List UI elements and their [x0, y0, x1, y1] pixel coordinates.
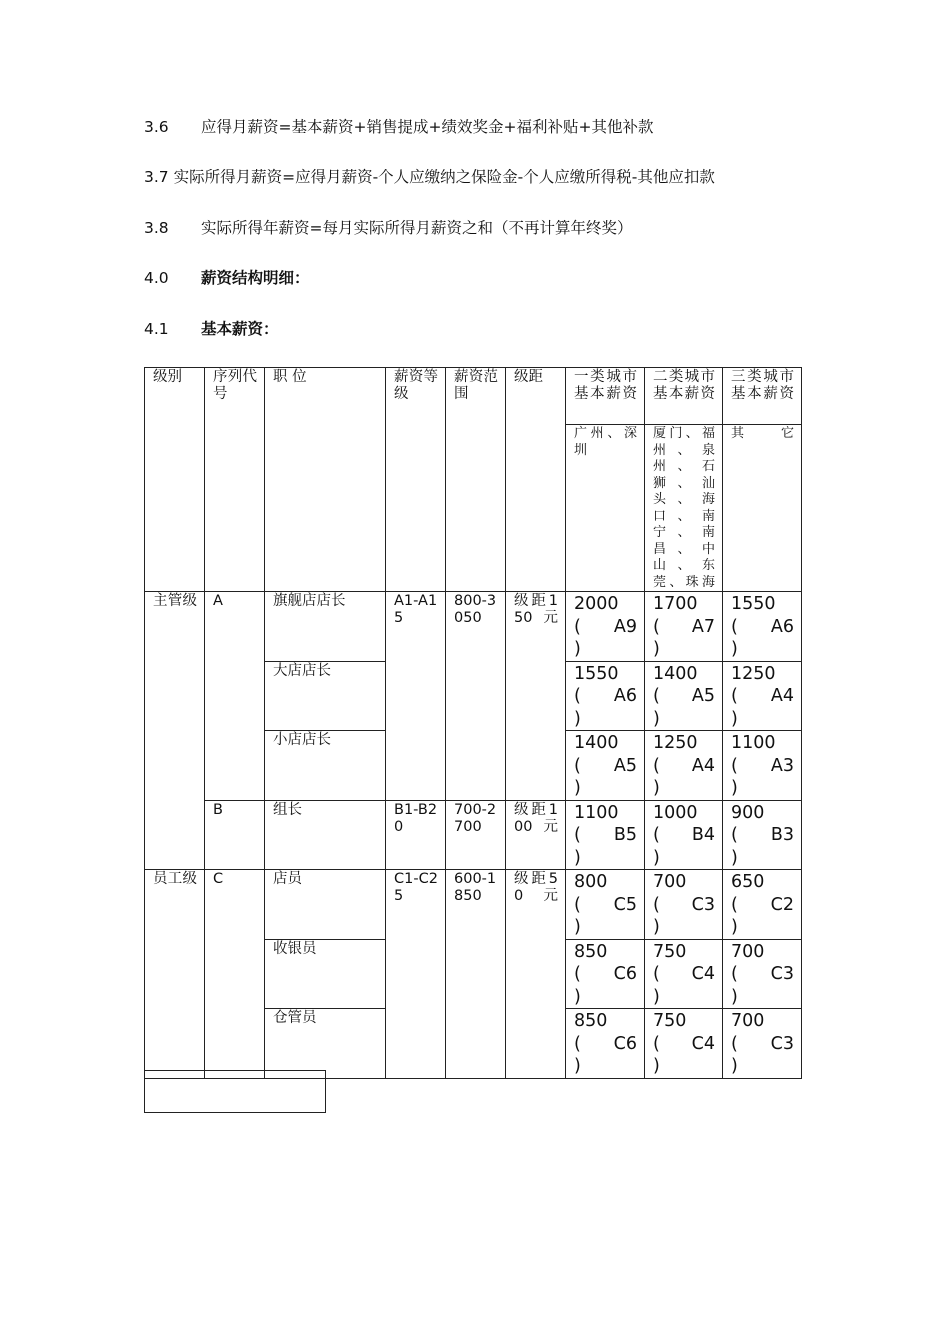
salary-grade-line	[574, 894, 637, 917]
header-range: 薪资范围	[446, 368, 506, 592]
salary-grade: A5	[613, 755, 637, 776]
salary-value: 750	[653, 1011, 687, 1031]
salary-grade: A6	[613, 686, 637, 706]
position-cell: 收银员	[265, 939, 386, 1009]
sequence-code-cell: B	[205, 800, 265, 870]
sequence-code-cell: A	[205, 592, 265, 801]
salary-value: 1550	[731, 594, 776, 614]
close-paren: )	[653, 639, 660, 659]
close-paren: )	[653, 708, 660, 729]
salary-value: 1700	[653, 594, 698, 614]
position-cell: 旗舰店店长	[265, 592, 386, 662]
salary-c1-cell	[566, 870, 645, 940]
salary-c1-cell	[566, 731, 645, 801]
clause-number: 3.8	[144, 219, 169, 237]
table-row	[145, 800, 802, 870]
salary-grade: C6	[613, 964, 637, 984]
header-level: 级别	[145, 368, 205, 592]
close-paren: )	[574, 778, 581, 798]
salary-c3-cell	[723, 661, 802, 731]
close-paren: )	[574, 1056, 581, 1076]
grade-cell: A1-A15	[386, 592, 446, 801]
salary-value: 1100	[574, 802, 619, 823]
salary-grade-line	[731, 616, 794, 639]
open-paren: (	[574, 1033, 581, 1054]
salary-value: 700	[731, 941, 765, 962]
step-cell: 级距150元	[506, 592, 566, 801]
close-paren: )	[653, 986, 660, 1007]
salary-value: 750	[653, 941, 687, 962]
close-paren: )	[731, 917, 738, 937]
salary-grade: C3	[770, 964, 794, 984]
open-paren: (	[731, 755, 738, 776]
close-paren: )	[731, 778, 738, 798]
salary-value: 800	[574, 872, 608, 892]
salary-value: 2000	[574, 594, 619, 614]
salary-c2-cell	[645, 939, 723, 1009]
salary-grade-line	[731, 894, 794, 917]
clause-3-8	[144, 216, 633, 238]
open-paren: (	[653, 686, 660, 706]
salary-grade-line	[574, 755, 637, 778]
open-paren: (	[574, 755, 581, 776]
salary-value: 700	[731, 1011, 765, 1031]
table-header-row	[145, 368, 802, 425]
salary-value: 700	[653, 872, 687, 892]
salary-c1-cell	[566, 592, 645, 662]
salary-c2-cell	[645, 1009, 723, 1079]
salary-value: 850	[574, 1011, 608, 1031]
salary-c1-cell	[566, 800, 645, 870]
grade-cell: C1-C25	[386, 870, 446, 1079]
close-paren: )	[574, 639, 581, 659]
salary-c2-cell	[645, 661, 723, 731]
salary-grade-line	[653, 616, 715, 639]
level-cell: 主管级	[145, 592, 205, 870]
table-row	[145, 870, 802, 940]
salary-value: 1250	[731, 663, 776, 684]
salary-grade: B3	[770, 825, 794, 845]
clause-text: 应得月薪资=基本薪资+销售提成+绩效奖金+福利补贴+其他补款	[201, 118, 654, 136]
salary-c3-cell	[723, 1009, 802, 1079]
open-paren: (	[731, 616, 738, 637]
salary-grade: C4	[691, 964, 715, 984]
salary-grade: C3	[691, 894, 715, 915]
close-paren: )	[731, 847, 738, 868]
salary-grade: A7	[691, 616, 715, 637]
salary-c3-cell	[723, 939, 802, 1009]
close-paren: )	[653, 1056, 660, 1076]
salary-value: 1250	[653, 733, 698, 753]
salary-c2-cell	[645, 731, 723, 801]
salary-c1-cell	[566, 661, 645, 731]
open-paren: (	[653, 755, 660, 776]
salary-grade: A9	[613, 616, 637, 637]
salary-grade: C2	[770, 894, 794, 915]
salary-c2-cell	[645, 800, 723, 870]
open-paren: (	[653, 825, 660, 845]
subheader-city2: 厦门、福州、泉州、石狮、汕头、海口、南宁、南昌、中山、东莞、珠海	[645, 425, 723, 592]
salary-c2-cell	[645, 592, 723, 662]
salary-grade: A5	[691, 686, 715, 706]
step-cell: 级距100元	[506, 800, 566, 870]
open-paren: (	[731, 1033, 738, 1054]
header-city3: 三类城市基本薪资	[723, 368, 802, 425]
position-cell: 仓管员	[265, 1009, 386, 1079]
salary-value: 1000	[653, 802, 698, 823]
close-paren: )	[731, 1056, 738, 1076]
salary-c3-cell	[723, 731, 802, 801]
position-cell: 小店店长	[265, 731, 386, 801]
section-number: 4.0	[144, 269, 169, 287]
salary-grade-line	[731, 1033, 794, 1056]
position-cell: 大店店长	[265, 661, 386, 731]
header-position: 职 位	[265, 368, 386, 592]
salary-value: 1550	[574, 663, 619, 684]
salary-c1-cell	[566, 939, 645, 1009]
close-paren: )	[653, 778, 660, 798]
header-step: 级距	[506, 368, 566, 592]
salary-grade: A6	[770, 616, 794, 637]
open-paren: (	[653, 964, 660, 984]
salary-grade-line	[653, 1033, 715, 1056]
salary-grade-line	[574, 616, 637, 639]
salary-grade-line	[731, 685, 794, 708]
range-cell: 700-2700	[446, 800, 506, 870]
empty-cell-box	[144, 1070, 326, 1113]
close-paren: )	[574, 847, 581, 868]
salary-grade-line	[653, 824, 715, 847]
salary-grade-line	[574, 685, 637, 708]
open-paren: (	[731, 964, 738, 984]
position-cell: 组长	[265, 800, 386, 870]
salary-c2-cell	[645, 870, 723, 940]
salary-c1-cell	[566, 1009, 645, 1079]
range-cell: 600-1850	[446, 870, 506, 1079]
header-grade: 薪资等级	[386, 368, 446, 592]
close-paren: )	[731, 639, 738, 659]
close-paren: )	[574, 986, 581, 1007]
open-paren: (	[653, 894, 660, 915]
subheader-city3: 其它	[723, 425, 802, 592]
position-cell: 店员	[265, 870, 386, 940]
salary-grade: A3	[770, 755, 794, 776]
section-heading: 薪资结构明细：	[201, 269, 310, 287]
open-paren: (	[574, 964, 581, 984]
salary-grade: C3	[770, 1033, 794, 1054]
salary-grade-line	[574, 1033, 637, 1056]
subheader-city1: 广州、深圳	[566, 425, 645, 592]
salary-grade: B4	[691, 825, 715, 845]
clause-number: 3.6	[144, 118, 169, 136]
salary-value: 850	[574, 941, 608, 962]
salary-grade-line	[653, 894, 715, 917]
base-salary-table	[144, 367, 802, 1079]
salary-value: 1400	[653, 663, 698, 684]
section-number: 4.1	[144, 320, 169, 338]
section-4-1	[144, 317, 279, 339]
salary-grade-line	[574, 963, 637, 986]
salary-c3-cell	[723, 592, 802, 662]
header-city2: 二类城市基本薪资	[645, 368, 723, 425]
salary-grade-line	[731, 824, 794, 847]
salary-grade-line	[653, 685, 715, 708]
level-cell: 员工级	[145, 870, 205, 1079]
salary-grade: A4	[691, 755, 715, 776]
close-paren: )	[574, 917, 581, 937]
close-paren: )	[731, 986, 738, 1007]
section-heading: 基本薪资：	[201, 320, 279, 338]
salary-grade-line	[653, 755, 715, 778]
salary-value: 900	[731, 802, 765, 823]
salary-grade-line	[731, 963, 794, 986]
header-seq: 序列代号	[205, 368, 265, 592]
close-paren: )	[653, 847, 660, 868]
open-paren: (	[731, 686, 738, 706]
clause-text: 实际所得年薪资=每月实际所得月薪资之和（不再计算年终奖）	[201, 219, 633, 237]
salary-grade-line	[731, 755, 794, 778]
salary-c3-cell	[723, 800, 802, 870]
open-paren: (	[574, 686, 581, 706]
open-paren: (	[653, 1033, 660, 1054]
salary-value: 1100	[731, 733, 776, 753]
section-4-0	[144, 266, 310, 288]
open-paren: (	[574, 894, 581, 915]
sequence-code-cell: C	[205, 870, 265, 1079]
salary-grade-line	[574, 824, 637, 847]
salary-grade: C6	[613, 1033, 637, 1054]
range-cell: 800-3050	[446, 592, 506, 801]
salary-grade: C4	[691, 1033, 715, 1054]
header-city1: 一类城市基本薪资	[566, 368, 645, 425]
open-paren: (	[731, 825, 738, 845]
clause-3-7	[144, 165, 715, 187]
clause-3-6	[144, 115, 653, 137]
salary-grade: B5	[613, 825, 637, 845]
salary-value: 1400	[574, 733, 619, 753]
salary-grade: A4	[770, 686, 794, 706]
close-paren: )	[574, 708, 581, 729]
grade-cell: B1-B20	[386, 800, 446, 870]
salary-grade: C5	[613, 894, 637, 915]
salary-grade-line	[653, 963, 715, 986]
step-cell: 级距50元	[506, 870, 566, 1079]
open-paren: (	[574, 616, 581, 637]
close-paren: )	[731, 708, 738, 729]
clause-text: 3.7 实际所得月薪资=应得月薪资-个人应缴纳之保险金-个人应缴所得税-其他应扣款	[144, 168, 715, 186]
close-paren: )	[653, 917, 660, 937]
open-paren: (	[731, 894, 738, 915]
salary-value: 650	[731, 872, 765, 892]
open-paren: (	[574, 825, 581, 845]
table-row	[145, 592, 802, 662]
salary-c3-cell	[723, 870, 802, 940]
open-paren: (	[653, 616, 660, 637]
